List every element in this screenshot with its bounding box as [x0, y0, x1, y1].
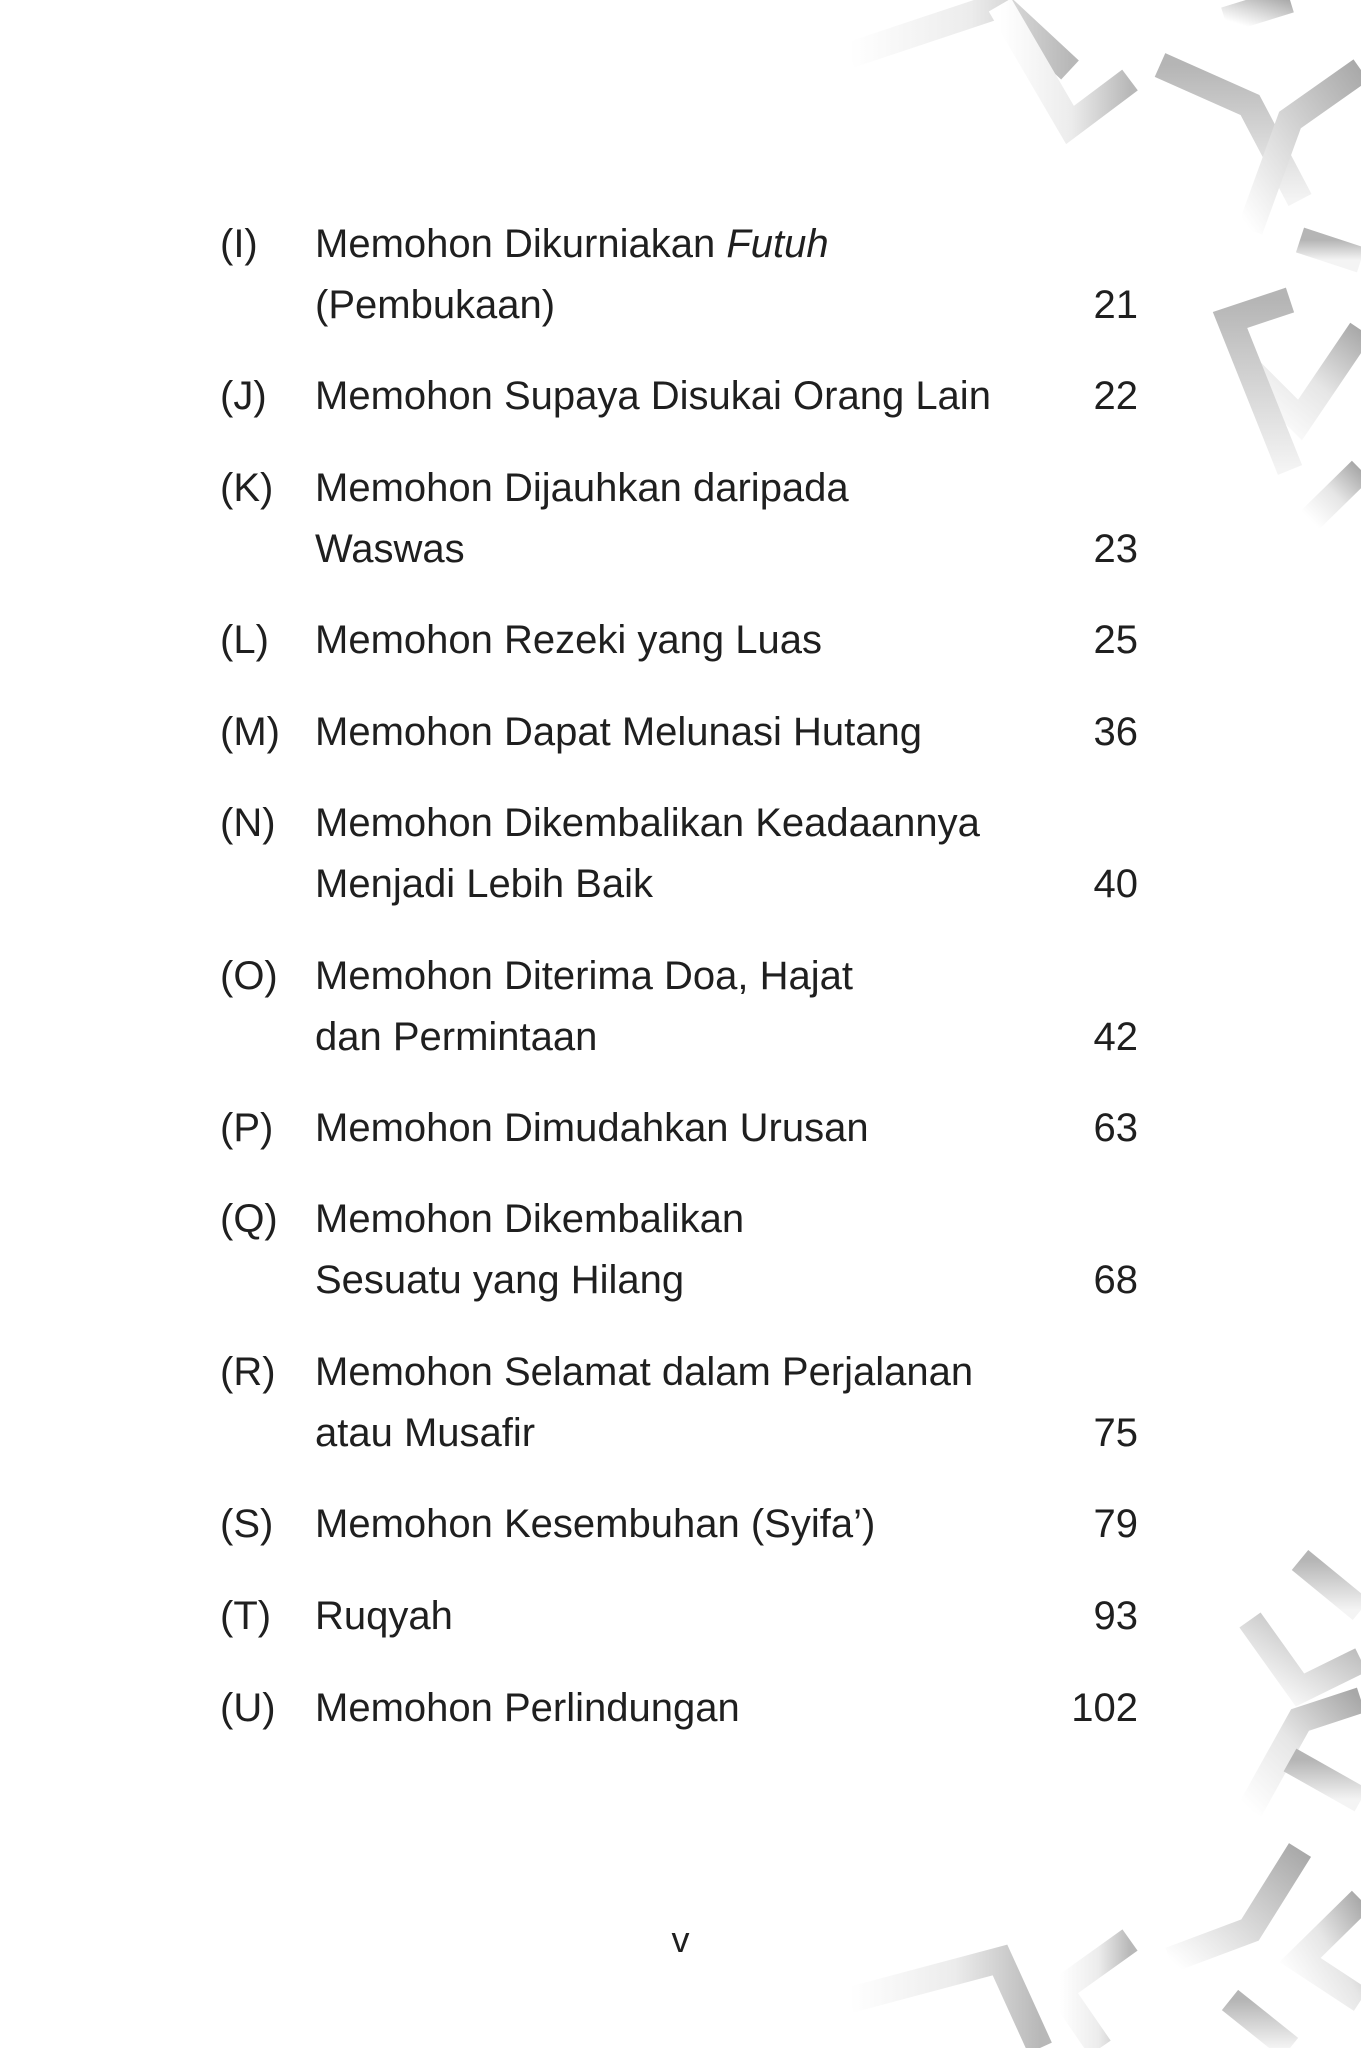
- toc-entry-page-number: 42: [1093, 1015, 1138, 1059]
- toc-entry-page-number: 23: [1093, 527, 1138, 571]
- toc-entry-title: [315, 1189, 1055, 1311]
- toc-entry-title-line: Memohon Rezeki yang Luas: [315, 618, 822, 662]
- toc-entry-title-line: [315, 214, 1055, 275]
- toc-entry-title-line: (Pembukaan): [315, 283, 556, 327]
- toc-entry-title: [315, 1678, 1055, 1739]
- toc-entry-page-number: 75: [1093, 1411, 1138, 1455]
- toc-entry-title: [315, 946, 1055, 1068]
- toc-entry-letter: (T): [220, 1594, 272, 1638]
- toc-entry-title-line: Memohon Dikembalikan: [315, 1197, 745, 1241]
- toc-entry-letter: (M): [220, 710, 280, 754]
- toc-entry-title-line: Memohon Dapat Melunasi Hutang: [315, 710, 923, 754]
- toc-entry-title: [315, 793, 1055, 915]
- toc-entry-letter: (R): [220, 1350, 276, 1394]
- toc-entry-letter: (I): [220, 222, 258, 266]
- toc-entry-letter: (O): [220, 954, 278, 998]
- toc-entry-title-line: Memohon Diterima Doa, Hajat: [315, 954, 853, 998]
- toc-entry-page-number: 63: [1093, 1106, 1138, 1150]
- toc-entry-letter: (L): [220, 618, 269, 662]
- toc-entry-title: [315, 1342, 1055, 1464]
- toc-entry-letter: (P): [220, 1106, 274, 1150]
- toc-entry-page-number: 102: [1071, 1686, 1138, 1730]
- toc-entry-title-line: Memohon Dimudahkan Urusan: [315, 1106, 869, 1150]
- toc-entry-title-line: dan Permintaan: [315, 1015, 598, 1059]
- toc-entry-page-number: 93: [1093, 1594, 1138, 1638]
- toc-entry-letter: (J): [220, 374, 267, 418]
- toc-entry-title: [315, 1494, 1055, 1555]
- toc-entry-title-line: Memohon Dikembalikan Keadaannya: [315, 801, 980, 845]
- toc-entry-title-line: Memohon Selamat dalam Perjalanan: [315, 1350, 974, 1394]
- toc-entry-title: [315, 702, 1055, 763]
- toc-entry-title-line: Ruqyah: [315, 1594, 453, 1638]
- toc-entry-page-number: 79: [1093, 1502, 1138, 1546]
- toc-entry-title-line: Menjadi Lebih Baik: [315, 862, 653, 906]
- toc-entry-title: [315, 1098, 1055, 1159]
- toc-entry-title: [315, 610, 1055, 671]
- toc-entry-title-line: Memohon Supaya Disukai Orang Lain: [315, 374, 991, 418]
- toc-entry-title-line: Memohon Dijauhkan daripada: [315, 466, 849, 510]
- toc-entry-title: [315, 458, 1055, 580]
- toc-entry-title-line: atau Musafir: [315, 1411, 536, 1455]
- toc-entry-page-number: 36: [1093, 710, 1138, 754]
- toc-entry-page-number: 22: [1093, 374, 1138, 418]
- toc-entry-title-line: Memohon Kesembuhan (Syifa’): [315, 1502, 876, 1546]
- toc-entry-page-number: 25: [1093, 618, 1138, 662]
- toc-entry-title: [315, 1586, 1055, 1647]
- toc-entry-title-italic: Futuh: [726, 222, 829, 266]
- toc-entry-page-number: 21: [1093, 283, 1138, 327]
- toc-entry-title-text: Memohon Dikurniakan: [315, 222, 727, 266]
- toc-entry-letter: (U): [220, 1686, 276, 1730]
- page-folio-number: v: [671, 1919, 690, 1960]
- toc-entry-letter: (S): [220, 1502, 274, 1546]
- toc-entry-title-line: Sesuatu yang Hilang: [315, 1258, 685, 1302]
- toc-entry-title: [315, 214, 1055, 336]
- toc-entry-page-number: 68: [1093, 1258, 1138, 1302]
- toc-entry-title: [315, 366, 1055, 427]
- toc-entry-title-line: Waswas: [315, 527, 465, 571]
- toc-entry-page-number: 40: [1093, 862, 1138, 906]
- toc-entry-letter: (Q): [220, 1197, 278, 1241]
- toc-entry-title-line: Memohon Perlindungan: [315, 1686, 740, 1730]
- toc-entry-letter: (N): [220, 801, 276, 845]
- toc-entry-letter: (K): [220, 466, 274, 510]
